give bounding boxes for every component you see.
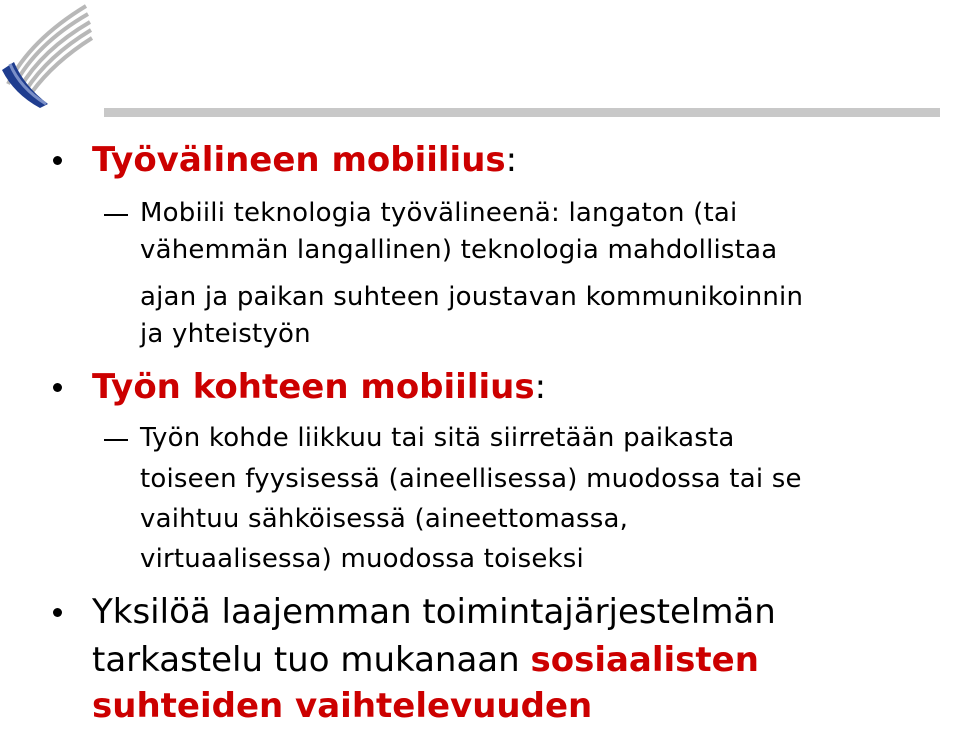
bullet-dot	[53, 383, 62, 392]
bullet-heading	[92, 137, 517, 183]
bullet-text-emphasis-line: suhteiden vaihtelevuuden	[92, 686, 593, 726]
sub-bullet-line: ja yhteistyön	[140, 319, 311, 349]
sub-bullet-line: toiseen fyysisessä (aineellisessa) muodossa tai se	[140, 464, 802, 494]
bullet-dot	[53, 156, 62, 165]
bullet-heading	[92, 364, 546, 410]
bullet-text-emphasis: sosiaalisten	[530, 640, 759, 680]
sub-bullet-line: ajan ja paikan suhteen joustavan kommunikoinnin	[140, 282, 804, 312]
bullet-heading-text: Työvälineen mobiilius	[92, 140, 506, 180]
bullet-text-line	[92, 637, 759, 683]
bullet-heading-text: Työn kohteen mobiilius	[92, 367, 535, 407]
bullet-text-line: Yksilöä laajemman toimintajärjestelmän	[92, 592, 776, 632]
sub-bullet-line: virtuaalisessa) muodossa toiseksi	[140, 544, 584, 574]
bullet-heading-colon: :	[534, 367, 547, 407]
sub-bullet-line: vaihtuu sähköisessä (aineettomassa,	[140, 504, 629, 534]
sub-bullet-line: Mobiili teknologia työvälineenä: langaton (tai	[140, 198, 738, 228]
bullet-heading-colon: :	[505, 140, 518, 180]
sub-bullet-line: vähemmän langallinen) teknologia mahdollistaa	[140, 235, 778, 265]
sub-bullet-dash	[104, 214, 128, 216]
sub-bullet-dash	[104, 439, 128, 441]
bullet-text-plain: tarkastelu tuo mukanaan	[92, 640, 531, 680]
bullet-dot	[53, 608, 62, 617]
sub-bullet-line: Työn kohde liikkuu tai sitä siirretään paikasta	[140, 423, 735, 453]
